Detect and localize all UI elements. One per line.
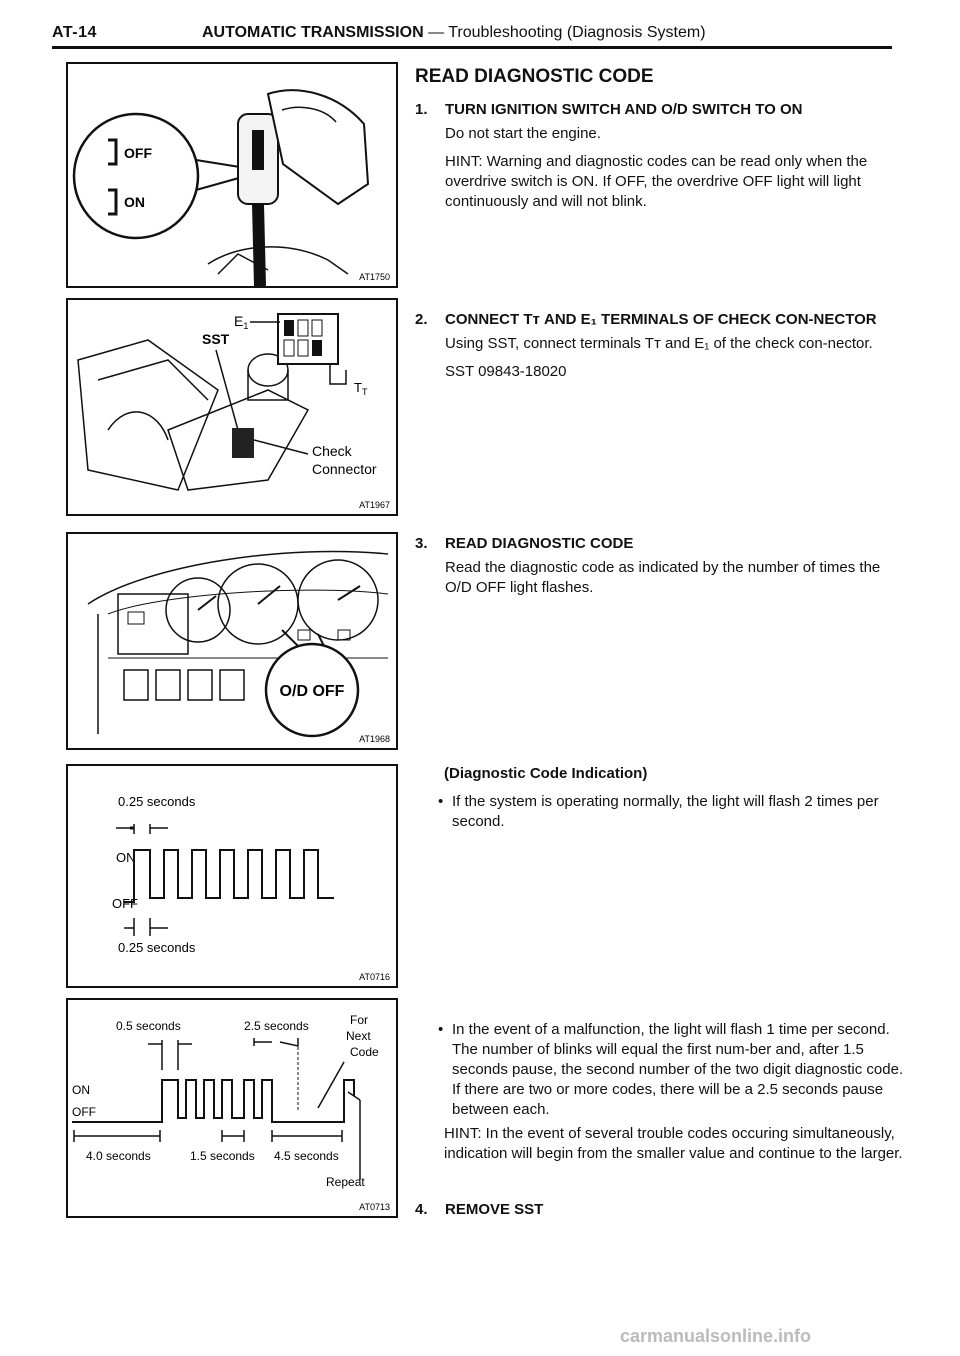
normal-flash-waveform <box>68 766 396 986</box>
label-on: ON <box>72 1083 90 1097</box>
label-on: ON <box>116 850 136 865</box>
step-4 <box>415 1200 905 1220</box>
main-title: READ DIAGNOSTIC CODE <box>415 66 654 87</box>
hint-multiple-codes: HINT: In the event of several trouble codes occuring simultaneously, indication will begin from the smaller value and continue to the larger. <box>444 1125 903 1162</box>
label-connector: Connector <box>312 461 377 477</box>
label-code: Code <box>350 1045 379 1059</box>
label-sst: SST <box>202 331 230 347</box>
figure-instrument-cluster <box>66 532 398 750</box>
sst-number: SST 09843-18020 <box>445 363 567 380</box>
bullet-dot: • <box>438 1021 444 1038</box>
bullet-text: If the system is operating normally, the light will flash 2 times per second. <box>452 793 879 830</box>
label-15-seconds: 1.5 seconds <box>190 1149 255 1163</box>
label-check: Check <box>312 443 352 459</box>
label-repeat: Repeat <box>326 1175 365 1189</box>
label-e1: $E_1$ <box>234 313 249 331</box>
step-heading: READ DIAGNOSTIC CODE <box>445 535 634 552</box>
instrument-cluster-illustration <box>68 534 396 748</box>
bullet-text: In the event of a malfunction, the light will flash 1 time per second. The number of blinks will equal the first num-ber and, after 1.5 seconds pause, the second number of the two digit diagnostic code. If there are two or more codes, there will be a 2.5 seconds pause between each. <box>452 1021 904 1118</box>
step-number: 4. <box>415 1201 428 1218</box>
label-top-seconds: 0.25 seconds <box>118 794 196 809</box>
step-number: 2. <box>415 311 428 328</box>
step-1 <box>415 100 905 220</box>
step-paragraph: Read the diagnostic code as indicated by the number of times the O/D OFF light flashes. <box>445 559 881 596</box>
bullet-dot: • <box>438 793 444 810</box>
malfunction-flash-waveform <box>68 1000 396 1216</box>
label-40-seconds: 4.0 seconds <box>86 1149 151 1163</box>
step-number: 1. <box>415 101 428 118</box>
page-header <box>52 22 892 49</box>
step-heading: TURN IGNITION SWITCH AND O/D SWITCH TO ON <box>445 101 803 118</box>
step-2 <box>415 310 905 390</box>
bullet-normal <box>438 792 904 832</box>
step-heading: REMOVE SST <box>445 1201 544 1218</box>
section-name: AUTOMATIC TRANSMISSION <box>202 24 424 41</box>
figure-normal-flash-timing <box>66 764 398 988</box>
label-off: OFF <box>124 145 152 161</box>
label-25-seconds: 2.5 seconds <box>244 1019 309 1033</box>
label-for: For <box>350 1013 368 1027</box>
figure-od-switch <box>66 62 398 288</box>
label-45-seconds: 4.5 seconds <box>274 1149 339 1163</box>
step-body <box>445 558 905 598</box>
watermark: carmanualsonline.info <box>620 1326 812 1346</box>
label-on: ON <box>124 194 145 210</box>
page-number: AT-14 <box>52 24 97 41</box>
label-tt: $T_T$ <box>354 380 368 397</box>
section-title <box>202 24 706 42</box>
check-connector-illustration <box>68 300 396 514</box>
indication-heading: (Diagnostic Code Indication) <box>444 765 648 782</box>
step-number: 3. <box>415 535 428 552</box>
label-bottom-seconds: 0.25 seconds <box>118 940 196 955</box>
figure-code: AT1750 <box>359 272 390 282</box>
step-3 <box>415 534 905 606</box>
figure-code: AT0716 <box>359 972 390 982</box>
label-od-off: O/D OFF <box>279 683 345 700</box>
step-paragraph: Do not start the engine. <box>445 125 601 142</box>
step-hint: HINT: Warning and diagnostic codes can be read only when the overdrive switch is ON. If OFF, the overdrive OFF light will light continuously and will not blink. <box>445 153 868 210</box>
od-switch-illustration <box>68 64 396 286</box>
label-05-seconds: 0.5 seconds <box>116 1019 181 1033</box>
bullet-malfunction <box>438 1020 904 1120</box>
step-heading: CONNECT Tт AND E₁ TERMINALS OF CHECK CON-NECTOR <box>445 311 877 328</box>
label-off: OFF <box>112 896 138 911</box>
subsection-name: — Troubleshooting (Diagnosis System) <box>428 24 706 41</box>
step-body <box>445 124 905 212</box>
label-off: OFF <box>72 1105 96 1119</box>
figure-check-connector <box>66 298 398 516</box>
figure-code: AT1967 <box>359 500 390 510</box>
step-body <box>445 334 905 382</box>
step-paragraph: Using SST, connect terminals Tт and E₁ of the check con-nector. <box>445 335 873 352</box>
figure-code: AT1968 <box>359 734 390 744</box>
figure-code: AT0713 <box>359 1202 390 1212</box>
figure-malfunction-flash-timing <box>66 998 398 1218</box>
label-next: Next <box>346 1029 371 1043</box>
